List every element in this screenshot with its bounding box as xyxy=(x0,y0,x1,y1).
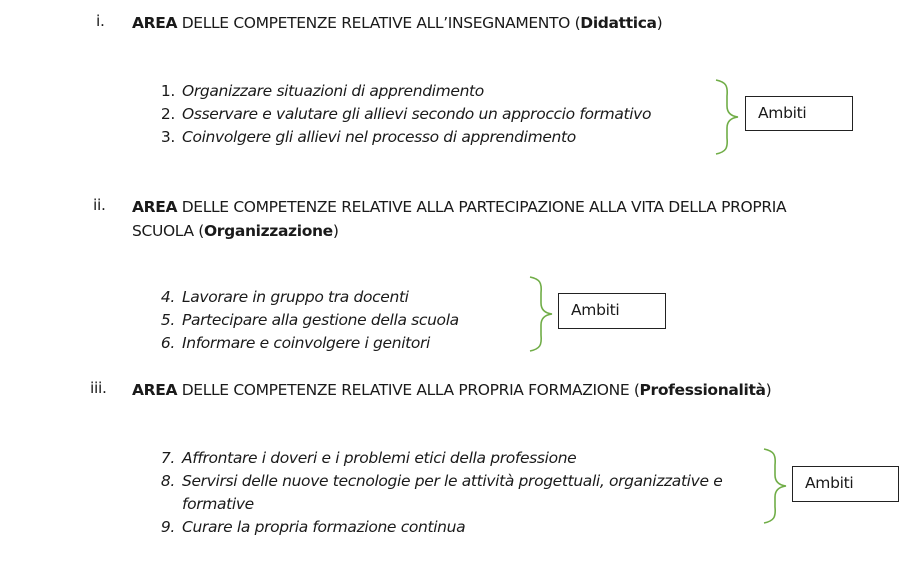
list-item xyxy=(146,286,459,309)
competence-list-1 xyxy=(146,80,651,149)
item-text: formative xyxy=(182,495,254,513)
list-item xyxy=(146,332,459,355)
section-numeral-iii: iii. xyxy=(90,379,107,397)
ambiti-box: Ambiti xyxy=(558,293,666,329)
competence-list-3 xyxy=(146,447,722,539)
heading-bold: Didattica xyxy=(580,14,657,32)
list-item xyxy=(146,447,722,470)
item-number: 8. xyxy=(160,472,175,490)
item-number: 9. xyxy=(160,518,175,536)
section-numeral-i: i. xyxy=(96,12,105,30)
ambiti-box: Ambiti xyxy=(792,466,899,502)
curly-brace-icon xyxy=(712,78,742,156)
section-numeral-ii: ii. xyxy=(93,196,106,214)
heading-text: SCUOLA ( xyxy=(132,222,204,240)
heading-bold: Professionalità xyxy=(639,381,766,399)
section-heading-ii xyxy=(132,195,786,243)
item-number: 7. xyxy=(160,449,175,467)
item-text: Organizzare situazioni di apprendimento xyxy=(182,82,484,100)
list-item xyxy=(146,516,722,539)
area-word: AREA xyxy=(132,14,178,32)
curly-brace-icon xyxy=(526,275,556,353)
list-item xyxy=(146,80,651,103)
heading-end: ) xyxy=(765,381,772,399)
item-number: 4. xyxy=(160,288,175,306)
item-number: 5. xyxy=(160,311,175,329)
list-item xyxy=(146,470,722,493)
ambiti-box: Ambiti xyxy=(745,96,853,131)
area-word: AREA xyxy=(132,381,178,399)
item-text: Lavorare in gruppo tra docenti xyxy=(182,288,409,306)
list-item xyxy=(146,309,459,332)
heading-text: DELLE COMPETENZE RELATIVE ALLA PARTECIPAZIONE ALLA VITA DELLA PROPRIA xyxy=(177,198,787,216)
item-number: 6. xyxy=(160,334,175,352)
item-number: 1. xyxy=(160,82,175,100)
heading-end: ) xyxy=(656,14,663,32)
heading-bold: Organizzazione xyxy=(203,222,333,240)
item-number: 2. xyxy=(160,105,175,123)
list-item xyxy=(146,126,651,149)
item-text: Coinvolgere gli allievi nel processo di apprendimento xyxy=(182,128,576,146)
section-heading-iii xyxy=(132,378,771,402)
list-item xyxy=(146,103,651,126)
area-word: AREA xyxy=(132,198,178,216)
list-item-continuation xyxy=(146,493,722,516)
item-text: Servirsi delle nuove tecnologie per le attività progettuali, organizzative e xyxy=(182,472,723,490)
item-text: Affrontare i doveri e i problemi etici della professione xyxy=(182,449,577,467)
curly-brace-icon xyxy=(760,447,790,525)
heading-text: DELLE COMPETENZE RELATIVE ALLA PROPRIA FORMAZIONE ( xyxy=(177,381,640,399)
section-heading-i xyxy=(132,11,662,35)
heading-text: DELLE COMPETENZE RELATIVE ALL’INSEGNAMENTO ( xyxy=(177,14,581,32)
item-text: Informare e coinvolgere i genitori xyxy=(182,334,430,352)
competence-list-2 xyxy=(146,286,459,355)
item-text: Osservare e valutare gli allievi secondo un approccio formativo xyxy=(182,105,652,123)
item-number: 3. xyxy=(160,128,175,146)
item-text: Curare la propria formazione continua xyxy=(182,518,466,536)
heading-end: ) xyxy=(332,222,339,240)
item-text: Partecipare alla gestione della scuola xyxy=(182,311,459,329)
